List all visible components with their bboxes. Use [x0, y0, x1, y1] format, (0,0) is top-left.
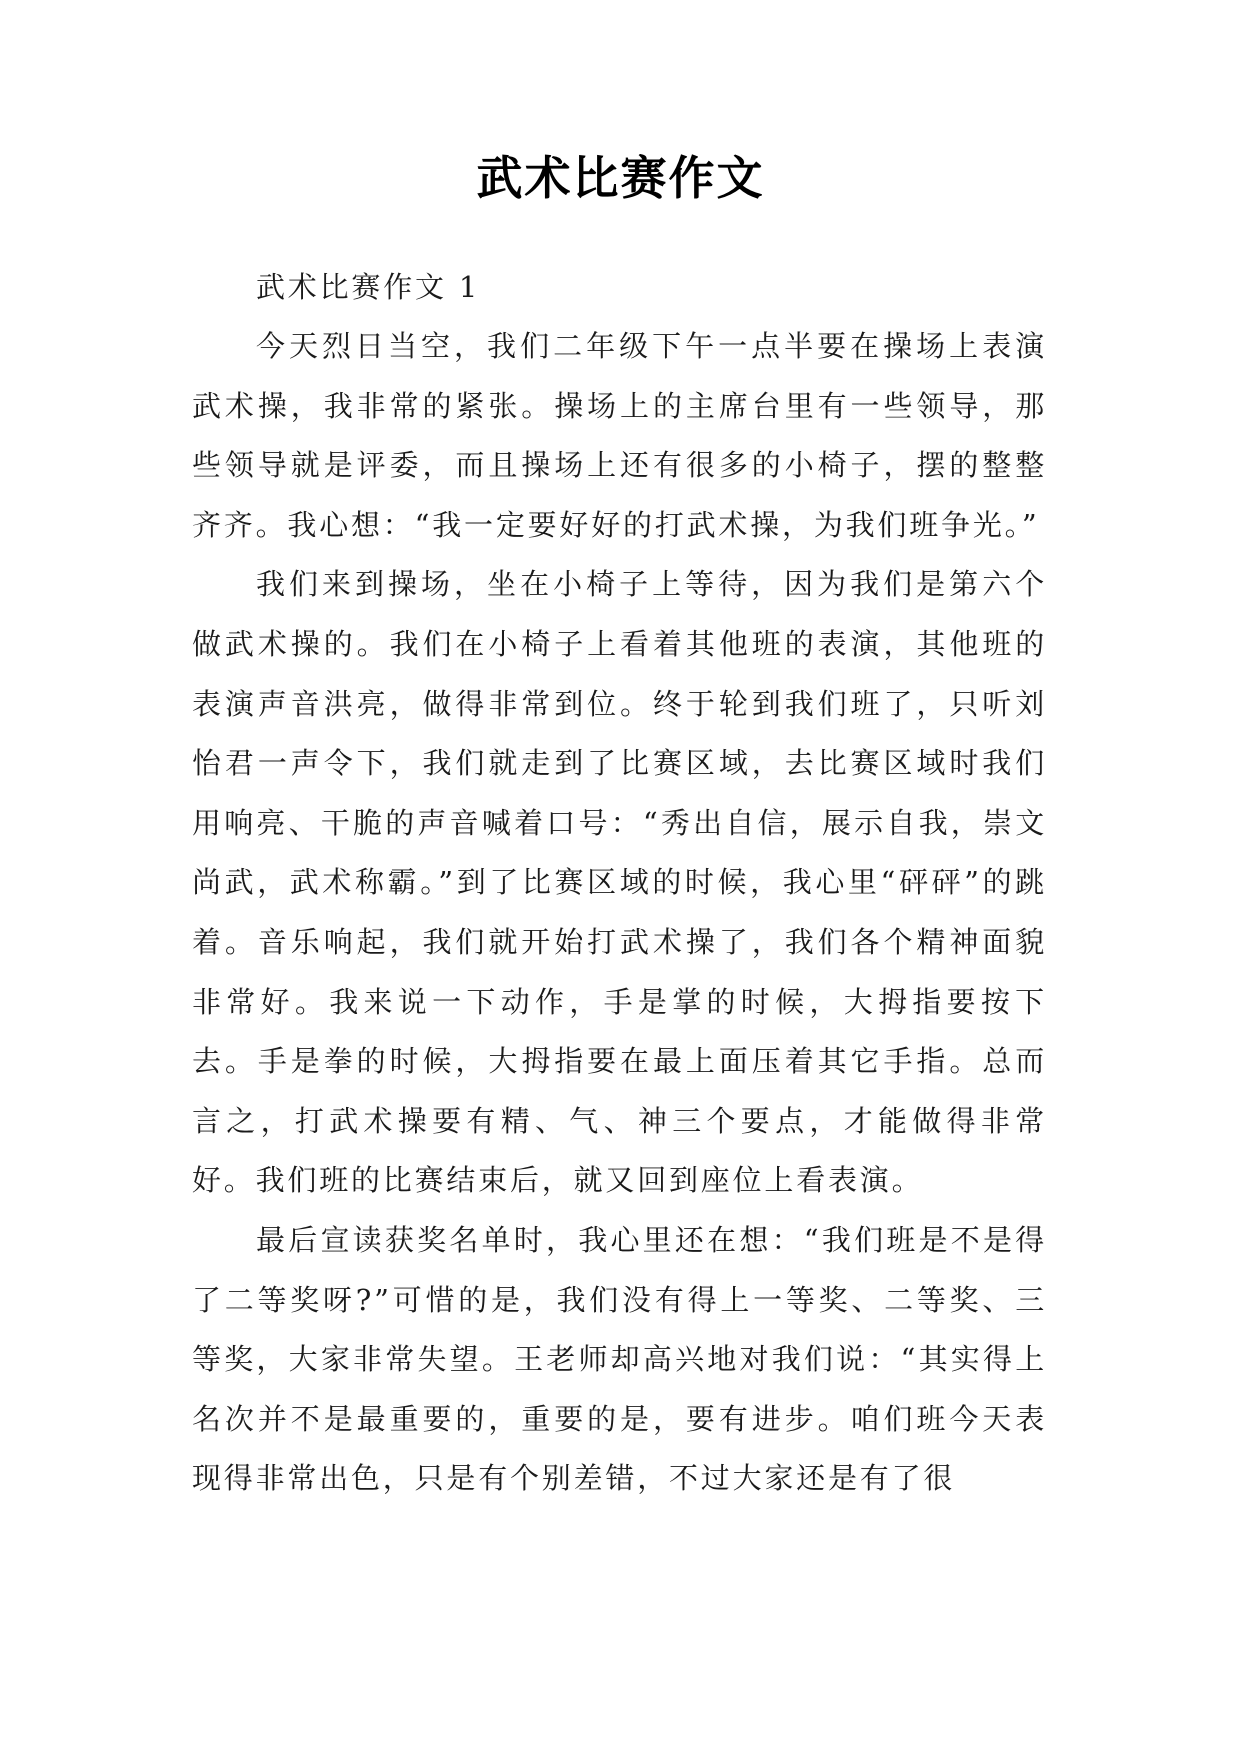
- section-heading: 武术比赛作文 1: [256, 270, 481, 304]
- document-title: 武术比赛作文: [476, 151, 765, 205]
- paragraph: 最后宣读获奖名单时，我心里还在想：“我们班是不是得了二等奖呀?”可惜的是，我们没有得上一等奖、二等奖、三等奖，大家非常失望。王老师却高兴地对我们说：“其实得上名次并不是最重要的，重要的是，要有进步。咱们班今天表现得非常出色，只是有个别差错，不过大家还是有了很: [192, 1222, 1047, 1496]
- paragraph: 我们来到操场，坐在小椅子上等待，因为我们是第六个做武术操的。我们在小椅子上看着其他班的表演，其他班的表演声音洪亮，做得非常到位。终于轮到我们班了，只听刘怡君一声令下，我们就走到了比赛区域，去比赛区域时我们用响亮、干脆的声音喊着口号：“秀出自信，展示自我，崇文尚武，武术称霸。”到了比赛区域的时候，我心里“砰砰”的跳着。音乐响起，我们就开始打武术操了，我们各个精神面貌非常好。我来说一下动作，手是掌的时候，大拇指要按下去。手是拳的时候，大拇指要在最上面压着其它手指。总而言之，打武术操要有精、气、神三个要点，才能做得非常好。我们班的比赛结束后，就又回到座位上看表演。: [192, 567, 1047, 1198]
- document-body: [192, 258, 1047, 1509]
- paragraph: 今天烈日当空，我们二年级下午一点半要在操场上表演武术操，我非常的紧张。操场上的主席台里有一些领导，那些领导就是评委，而且操场上还有很多的小椅子，摆的整整齐齐。我心想：“我一定要好好的打武术操，为我们班争光。”: [192, 329, 1047, 542]
